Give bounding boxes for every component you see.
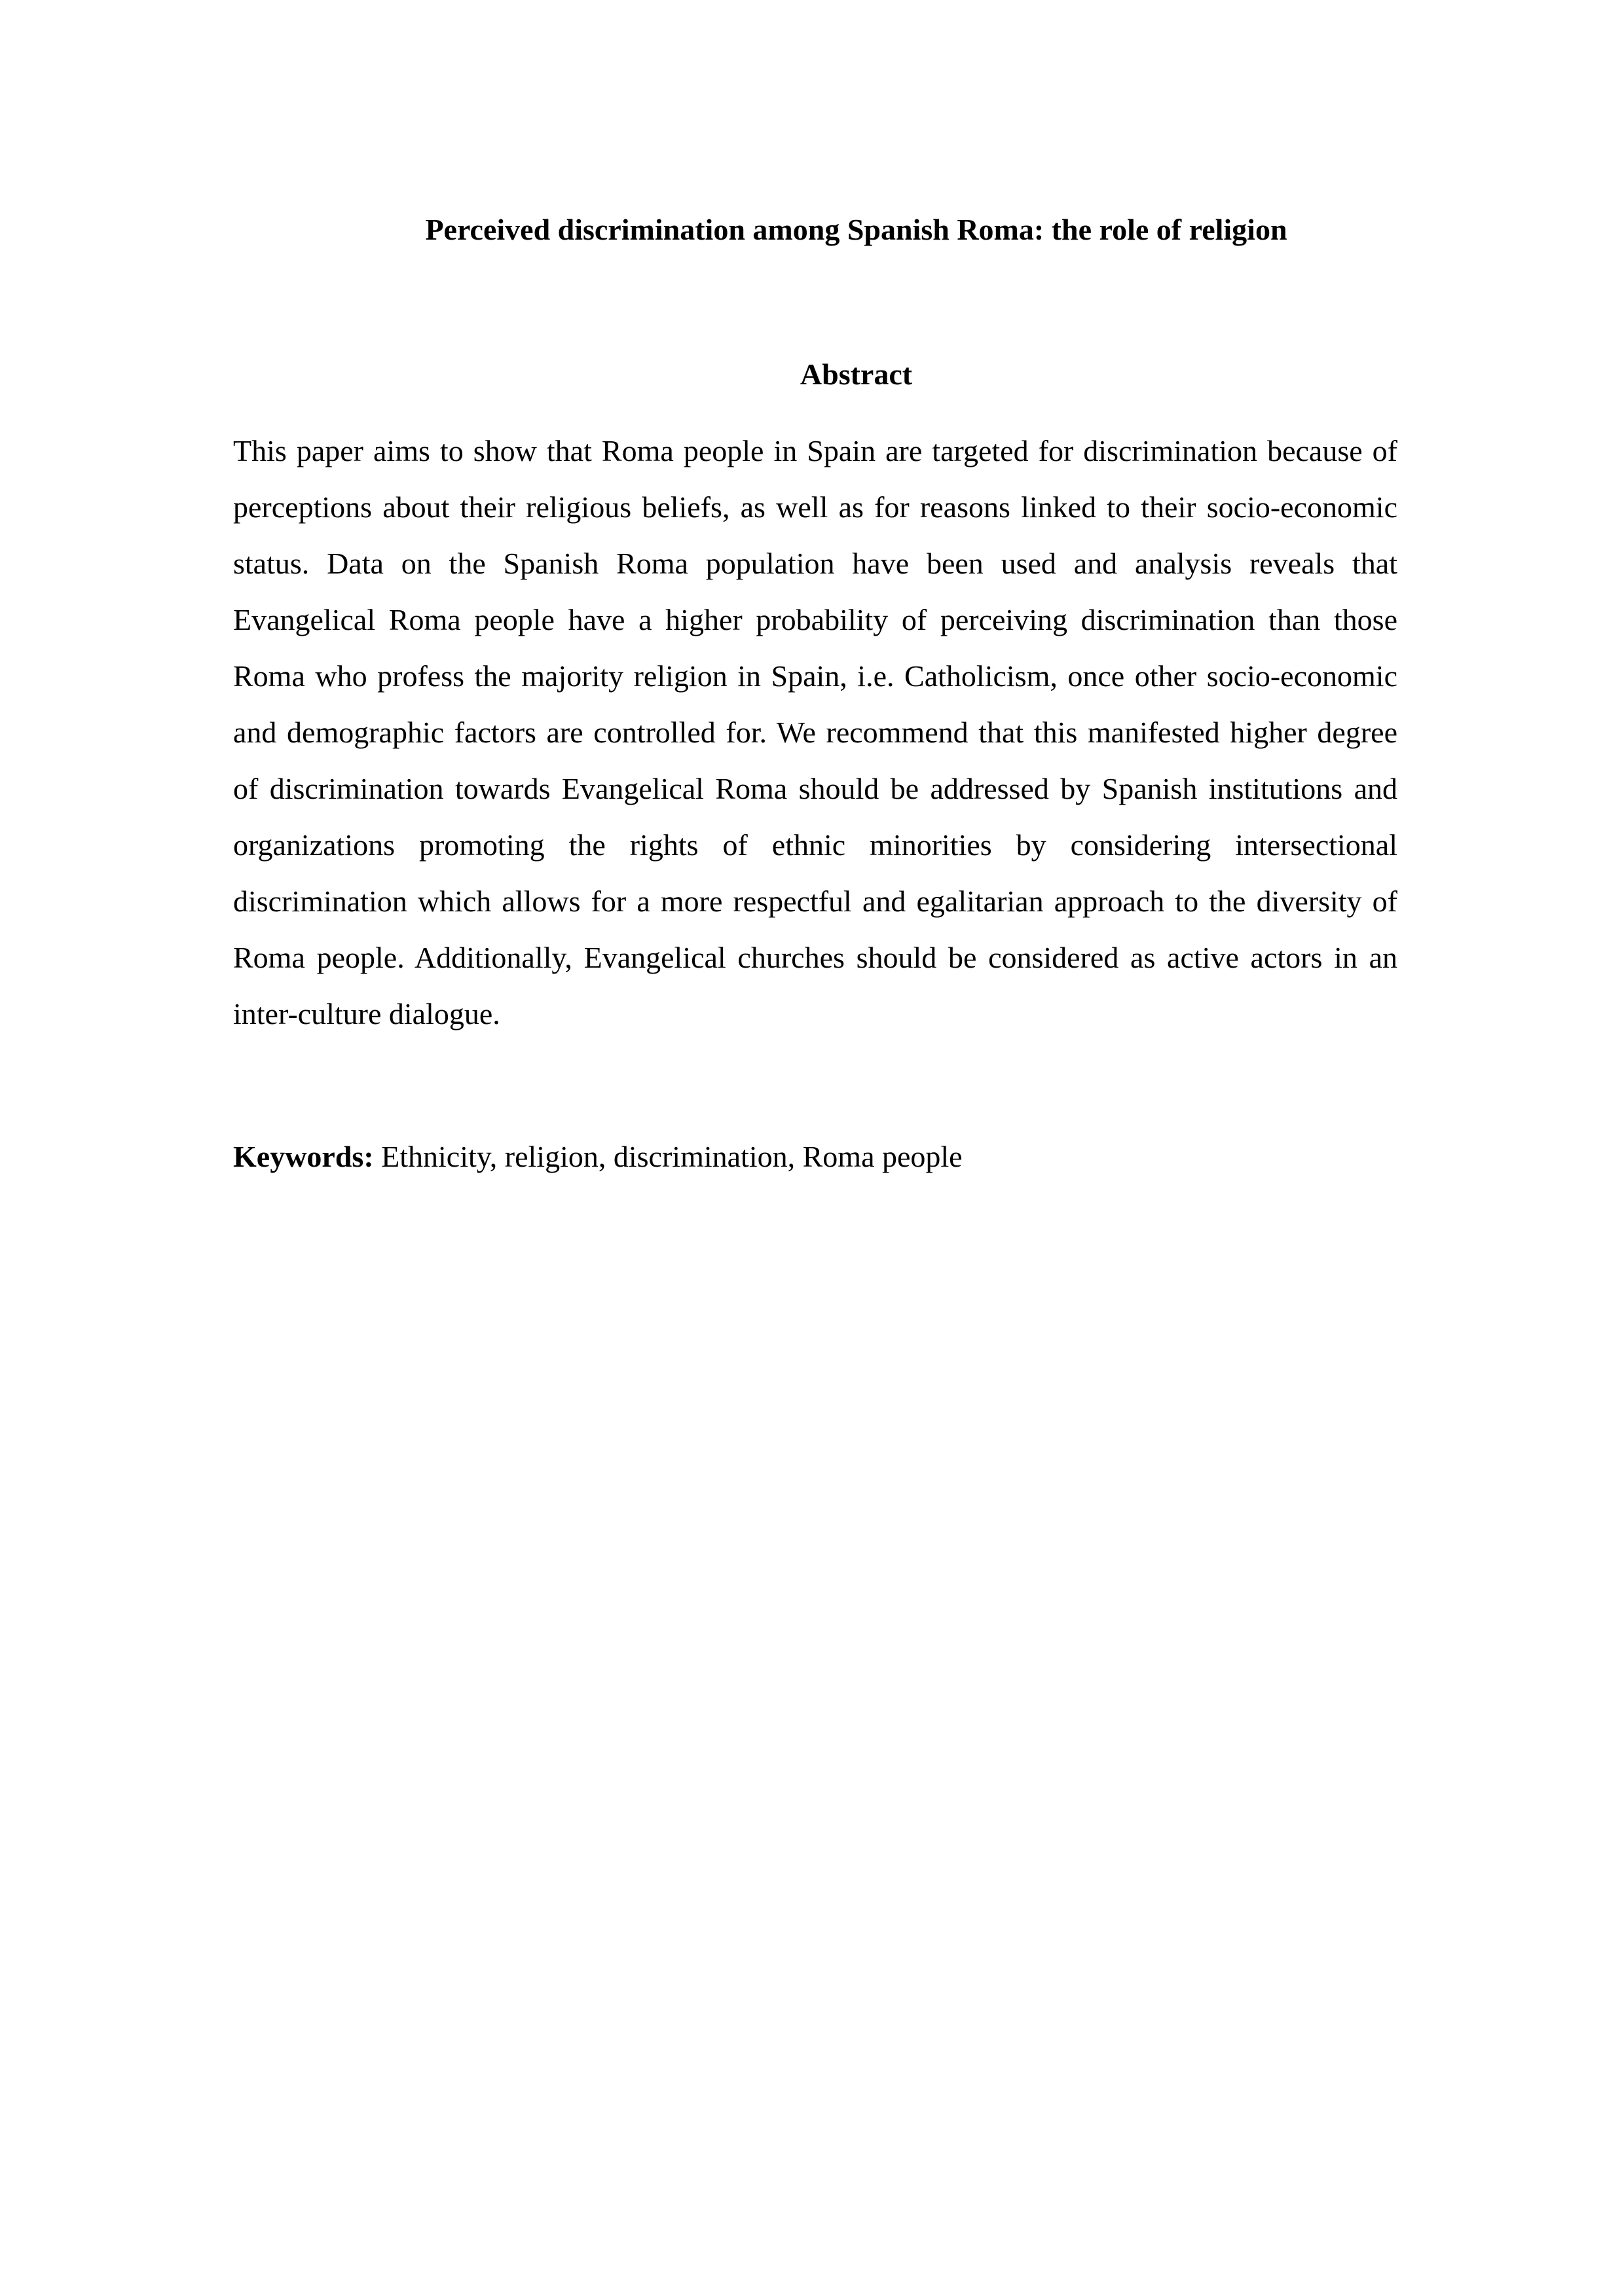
abstract-text: This paper aims to show that Roma people in Spain are targeted for discrimination because of perceptions about their religious beliefs, as well as for reasons linked to their socio-economic status. Data on the Spanish Roma population have been used and analysis reveals that Evangelical Roma people have a higher probability of perceiving discrimination than those Roma who profess the majority religion in Spain, i.e. Catholicism, once other socio-economic and demographic factors are controlled for. We recommend that this manifested higher degree of discrimination towards Evangelical Roma should be addressed by Spanish institutions and organizations promoting the rights of ethnic minorities by considering intersectional discrimination which allows for a more respectful and egalitarian approach to the diversity of Roma people. Additionally, Evangelical churches should be considered as active actors in an inter-culture dialogue. bbox=[233, 434, 1397, 1030]
paper-title: Perceived discrimination among Spanish Roma: the role of religion bbox=[425, 213, 1287, 246]
keywords-text: Ethnicity, religion, discrimination, Roma people bbox=[381, 1140, 963, 1173]
abstract-heading: Abstract bbox=[800, 357, 913, 391]
keywords-label: Keywords: bbox=[233, 1140, 374, 1173]
keywords-line bbox=[233, 1135, 1397, 1178]
